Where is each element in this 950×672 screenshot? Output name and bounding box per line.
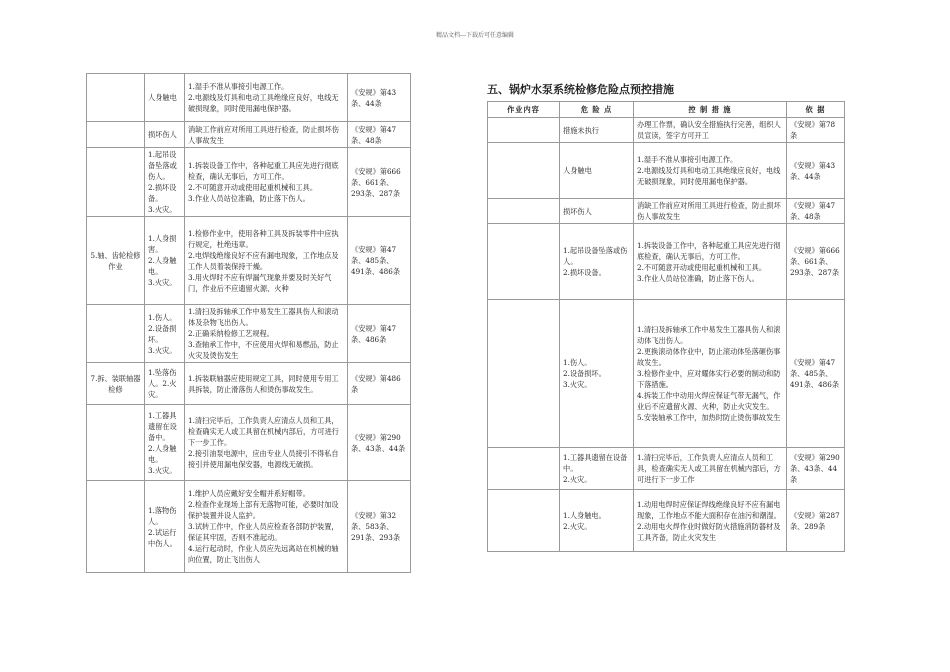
control-cell [185, 74, 348, 122]
basis-cell [348, 363, 411, 405]
risk-cell [560, 224, 634, 300]
table-row [87, 74, 411, 122]
work-cell [87, 363, 145, 405]
risk-cell [145, 122, 185, 148]
control-cell [185, 405, 348, 481]
risk-cell [145, 405, 185, 481]
basis-cell-text: 《安规》第666条、661条、293条、287条 [790, 246, 840, 277]
basis-cell-text: 《安规》第32条、583条、291条、293条 [351, 511, 401, 542]
control-cell-text: 1.拆装联轴器应使用规定工具，同时使用专用工具拆装，防止滑落伤人和烫伤事故发生。 [188, 373, 339, 394]
table-row [87, 305, 411, 363]
risk-cell-text: 措施未执行 [563, 125, 599, 135]
risk-cell-text: 1.人身损害。 2.人身触电。 3.火灾。 [148, 234, 177, 287]
control-cell-text: 1.清扫完毕后，工作负责人应清点人员和工具，检查确实无人或工具留在机械内部后，方可进行下一步工作 [637, 453, 781, 484]
control-cell [185, 305, 348, 363]
control-cell [634, 490, 787, 552]
work-cell [87, 481, 145, 573]
table-row [488, 224, 845, 300]
risk-cell [145, 74, 185, 122]
basis-cell-text: 《安规》第43条、44条 [790, 160, 836, 181]
basis-cell [787, 490, 845, 552]
basis-cell [787, 448, 845, 490]
control-cell [185, 217, 348, 305]
control-cell-text: 1.清扫及拆轴承工作中易发生工器具伤人和滚动体及杂物飞出伤人。 2.正确采纳检修工艺规程。 3.查轴承工作中，不应使用火焊和易燃品，防止火灾及烫伤发生 [188, 307, 339, 360]
risk-cell-text: 损坏伤人 [148, 130, 177, 139]
control-cell [185, 363, 348, 405]
table-row [488, 199, 845, 224]
right-risk-table [487, 101, 845, 552]
risk-cell [145, 481, 185, 573]
basis-cell-text: 《安规》第78条 [790, 120, 836, 140]
risk-cell [560, 300, 634, 448]
risk-cell-text: 1.坠落伤人。2.火灾。 [148, 368, 177, 399]
basis-cell [348, 122, 411, 148]
work-cell [87, 305, 145, 363]
basis-cell-text: 《安规》第47条、486条 [351, 323, 397, 344]
control-cell [634, 300, 787, 448]
risk-cell-text: 损坏伤人 [563, 206, 592, 216]
control-cell [634, 199, 787, 224]
risk-cell [560, 448, 634, 490]
work-cell [87, 217, 145, 305]
header-work: 作业内容 [488, 102, 560, 118]
basis-cell [348, 217, 411, 305]
risk-cell-text: 1.工器具遗留在设备中。 2.火灾。 [563, 453, 628, 484]
table-row [488, 448, 845, 490]
control-cell-text: 消缺工作前应对所用工具进行检查，防止损坏伤人事故发生 [188, 124, 339, 145]
risk-cell [560, 143, 634, 199]
basis-cell-text: 《安规》第47条、485条、491条、486条 [790, 358, 840, 389]
table-row [87, 405, 411, 481]
risk-cell [145, 363, 185, 405]
risk-cell-text: 人身触电 [148, 93, 177, 102]
header-risk: 危 险 点 [560, 102, 634, 118]
control-cell [634, 224, 787, 300]
control-cell-text: 1.检修作业中，使用各种工具及拆装零件中应执行规定，杜绝违章。 2.电焊线绝缘良好不应有漏电现象，工作地点及工作人员着装保持干燥。 3.用火焊时不应有焊漏气现象并要及时关好气门，作业后不应遗留火源、火种 [188, 228, 339, 293]
work-cell [87, 74, 145, 122]
control-cell-text: 1.维护人员应戴好安全帽并系好帽带。 2.检查作业现场上部有无落物可能，必要时加设保护装置并设人监护。 3.试转工作中，作业人员应检查各部防护装置，保证其牢固，否则不准起动。 4.运行起动时，作业人员应先远离站在机械的轴向位置，防止飞出伤人 [188, 489, 339, 564]
control-cell-text: 1.拆装设备工作中，各种起重工具应先进行彻底检查，确认无事后，方可工作。 2.不可随意开动或使用起重机械和工具。 3.作业人员站位准确，防止落下伤人。 [188, 161, 339, 203]
risk-cell-text: 1.伤人。 2.设备损坏。 3.火灾。 [148, 312, 177, 355]
table-row [87, 481, 411, 573]
work-cell [488, 199, 560, 224]
risk-cell-text: 1.人身触电。 2.火灾。 [563, 510, 606, 531]
basis-cell-text: 《安规》第666条、661条、293条、287条 [351, 166, 401, 198]
risk-cell-text: 1.起吊设备坠落或伤人。 2.损坏设备。 3.火灾。 [148, 150, 177, 214]
risk-cell-text: 1.落物伤人。 2.试运行中伤人。 [148, 505, 177, 548]
work-cell-text: 5.轴、齿轮检修作业 [90, 250, 141, 271]
header-note: 精品文档---下载后可任意编辑 [435, 32, 515, 39]
work-cell [87, 405, 145, 481]
table-header-row [488, 102, 845, 118]
risk-cell [145, 148, 185, 217]
work-cell-text: 7.拆、装联轴器检修 [90, 373, 141, 394]
control-cell-text: 1.清扫及拆轴承工作中易发生工器具伤人和滚动体飞出伤人。 2.更换滚动体作业中，防止滚动体坠落砸伤事故发生。 3.检修作业中，应对耀体实行必要的制动和防下落措施。 4.拆装工作中动用火焊应保证气带无漏气，作业后不应遗留火源、火种，防止火灾发生。 5.安装轴承工作中，加热时防止烫伤事故发生 [637, 325, 781, 422]
risk-cell [560, 118, 634, 143]
basis-cell-text: 《安规》第287条、289条 [790, 510, 840, 531]
risk-cell-text: 1.起吊设备坠落或伤人。 2.损坏设备。 [563, 246, 628, 277]
basis-cell-text: 《安规》第290条、43条、44条 [351, 432, 406, 453]
work-cell [87, 148, 145, 217]
basis-cell [348, 305, 411, 363]
control-cell [185, 122, 348, 148]
basis-cell [348, 405, 411, 481]
basis-cell-text: 《安规》第47条、48条 [790, 201, 836, 221]
control-cell [634, 448, 787, 490]
risk-cell-text: 1.工器具遗留在设备中。 2.人身触电。 3.火灾。 [148, 410, 177, 475]
control-cell-text: 1.清扫完毕后，工作负责人应清点人员和工具，检查确实无人或工具留在机械内部后，方可进行下一步工作。 2.接引油泵电源中，应由专业人员接引不得私自接引并使用漏电保安器，电源线无破损。 [188, 416, 339, 469]
risk-cell [145, 217, 185, 305]
control-cell-text: 1.动用电焊时应保证焊线绝缘良好不应有漏电现象，工作地点不能大面积存在油污和潮湿。 2.动用电火焊作业时做好防火措施消防器材及工具齐备，防止火灾发生 [637, 499, 781, 542]
left-risk-table [86, 73, 411, 573]
basis-cell-text: 《安规》第290条、43条、44条 [790, 453, 840, 484]
basis-cell [787, 224, 845, 300]
basis-cell [787, 300, 845, 448]
table-row [488, 300, 845, 448]
header-basis: 依 据 [787, 102, 845, 118]
table-row [87, 363, 411, 405]
control-cell [634, 143, 787, 199]
risk-cell-text: 1.伤人。 2.设备损坏。 3.火灾。 [563, 358, 606, 389]
control-cell [185, 481, 348, 573]
table-row [87, 148, 411, 217]
basis-cell [787, 199, 845, 224]
control-cell-text: 办理工作票，确认安全措施执行完善，组织人员宣读，签字方可开工 [637, 120, 781, 140]
control-cell-text: 1.湿手不准从事接引电源工作。 2.电源线及灯具和电动工具绝缘应良好，电线无破损现象，同时使用漏电保护器。 [637, 155, 781, 186]
work-cell [87, 122, 145, 148]
control-cell-text: 1.拆装设备工作中，各种起重工具应先进行彻底检查，确认无事后，方可工作。 2.不可随意开动或使用起重机械和工具。 3.作业人员站位准确，防止落下伤人。 [637, 240, 781, 283]
basis-cell-text: 《安规》第47条、48条 [351, 124, 397, 145]
risk-cell [145, 305, 185, 363]
basis-cell-text: 《安规》第486条 [351, 373, 401, 394]
work-cell [488, 448, 560, 490]
risk-cell [560, 490, 634, 552]
risk-cell-text: 人身触电 [563, 166, 592, 175]
work-cell [488, 490, 560, 552]
control-cell [185, 148, 348, 217]
basis-cell [787, 118, 845, 143]
basis-cell [348, 481, 411, 573]
basis-cell-text: 《安规》第47条、485条、491条、486条 [351, 245, 401, 276]
control-cell-text: 1.湿手不准从事接引电源工作。 2.电源线及灯具和电动工具绝缘应良好，电线无破损现象，同时使用漏电保护器。 [188, 82, 339, 113]
basis-cell [348, 74, 411, 122]
work-cell [488, 143, 560, 199]
table-row [87, 122, 411, 148]
section-title: 五、锅炉水泵系统检修危险点预控措施 [487, 83, 674, 96]
table-row [488, 490, 845, 552]
control-cell-text: 消缺工作前应对所用工具进行检查，防止损坏伤人事故发生 [637, 201, 781, 221]
work-cell [488, 118, 560, 143]
basis-cell [787, 143, 845, 199]
basis-cell [348, 148, 411, 217]
table-row [87, 217, 411, 305]
table-row [488, 118, 845, 143]
control-cell [634, 118, 787, 143]
header-control: 控 制 措 施 [634, 102, 787, 118]
work-cell [488, 300, 560, 448]
work-cell [488, 224, 560, 300]
basis-cell-text: 《安规》第43条、44条 [351, 87, 397, 108]
table-row [488, 143, 845, 199]
risk-cell [560, 199, 634, 224]
